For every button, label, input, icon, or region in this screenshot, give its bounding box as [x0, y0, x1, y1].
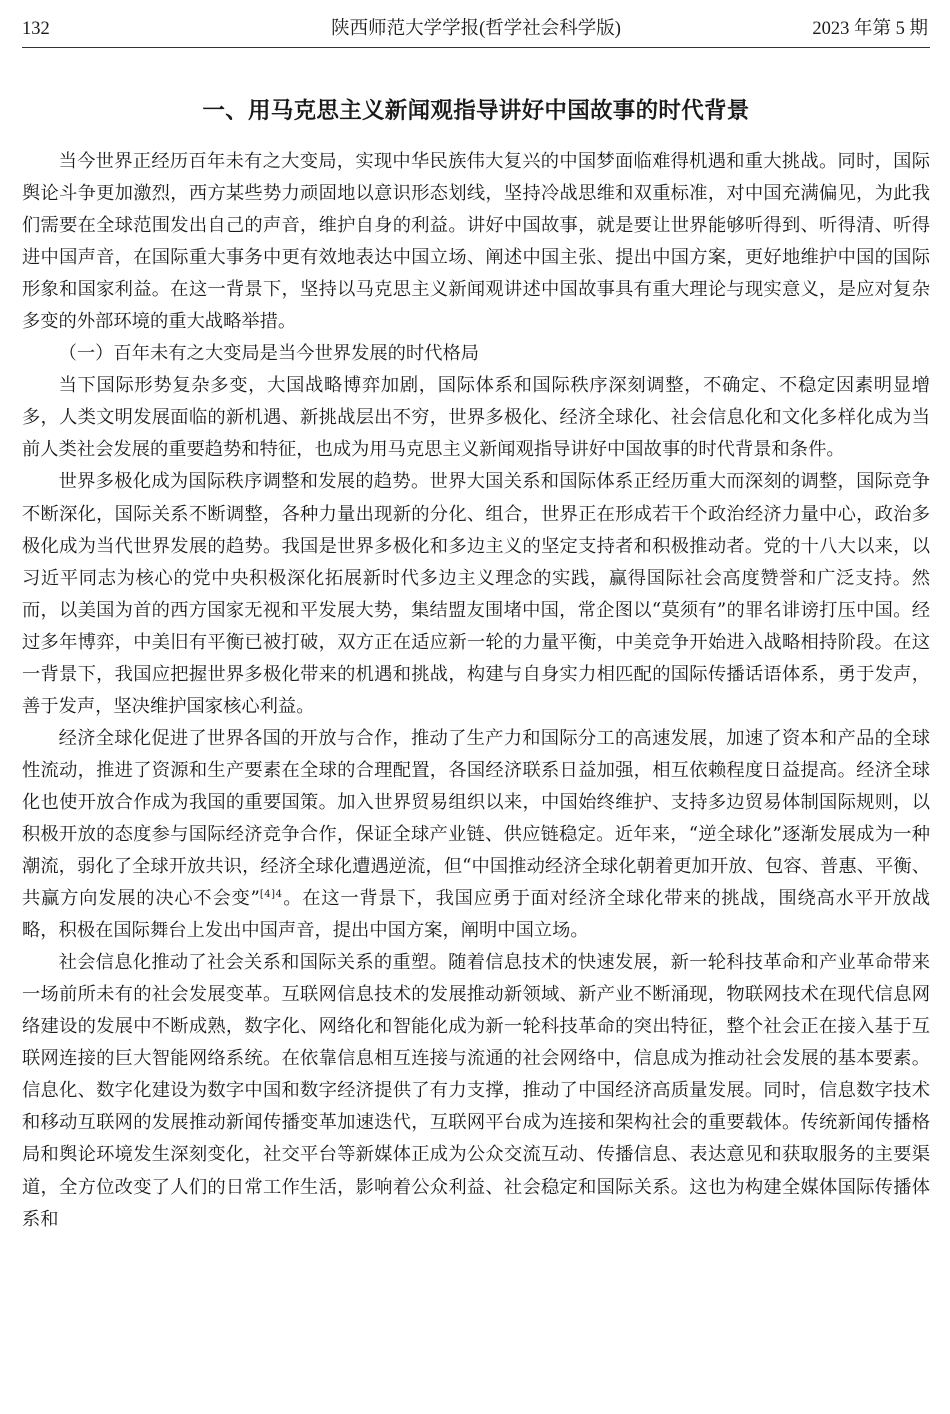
page-number: 132: [22, 19, 50, 39]
journal-title: 陕西师范大学学报(哲学社会科学版): [331, 19, 621, 39]
subsection-heading: （一）百年未有之大变局是当今世界发展的时代格局: [58, 343, 480, 365]
citation-marker: [4]4: [259, 889, 283, 901]
section-heading: 一、用马克思主义新闻观指导讲好中国故事的时代背景: [202, 98, 750, 124]
body-paragraph-1: 当下国际形势复杂多变，大国战略博弈加剧，国际体系和国际秩序深刻调整，不确定、不稳定因素明显增多，人类文明发展面临的新机遇、新挑战层出不穷，世界多极化、经济全球化、社会信息化和文化多样化成为当前人类社会发展的重要趋势和特征，也成为用马克思主义新闻观指导讲好中国故事的时代背景和条件。: [22, 375, 930, 461]
body-paragraph-4: 社会信息化推动了社会关系和国际关系的重塑。随着信息技术的快速发展，新一轮科技革命和产业革命带来一场前所未有的社会发展变革。互联网信息技术的发展推动新领域、新产业不断涌现，物联网技术在现代信息网络建设的发展中不断成熟，数字化、网络化和智能化成为新一轮科技革命的突出特征，整个社会正在接入基于互联网连接的巨大智能网络系统。在依靠信息相互连接与流通的社会网络中，信息成为推动社会发展的基本要素。信息化、数字化建设为数字中国和数字经济提供了有力支撑，推动了中国经济高质量发展。同时，信息数字技术和移动互联网的发展推动新闻传播变革加速迭代，互联网平台成为连接和架构社会的重要载体。传统新闻传播格局和舆论环境发生深刻变化，社交平台等新媒体正成为公众交流互动、传播信息、表达意见和获取服务的主要渠道，全方位改变了人们的日常工作生活，影响着公众利益、社会稳定和国际关系。这也为构建全媒体国际传播体系和: [22, 952, 930, 1230]
article-body: [22, 146, 930, 1236]
intro-paragraph: 当今世界正经历百年未有之大变局，实现中华民族伟大复兴的中国梦面临难得机遇和重大挑战。同时，国际舆论斗争更加激烈，西方某些势力顽固地以意识形态划线，坚持冷战思维和双重标准，对中国充满偏见，为此我们需要在全球范围发出自己的声音，维护自身的利益。讲好中国故事，就是要让世界能够听得到、听得清、听得进中国声音，在国际重大事务中更有效地表达中国立场、阐述中国主张、提出中国方案，更好地维护中国的国际形象和国家利益。在这一背景下，坚持以马克思主义新闻观讲述中国故事具有重大理论与现实意义，是应对复杂多变的外部环境的重大战略举措。: [22, 151, 930, 333]
paragraph-3-text-a: 经济全球化促进了世界各国的开放与合作，推动了生产力和国际分工的高速发展，加速了资本和产品的全球性流动，推进了资源和生产要素在全球的合理配置，各国经济联系日益加强，相互依赖程度日益提高。经济全球化也使开放合作成为我国的重要国策。加入世界贸易组织以来，中国始终维护、支持多边贸易体制国际规则，以积极开放的态度参与国际经济竞争合作，保证全球产业链、供应链稳定。近年来，“逆全球化”逐渐发展成为一种潮流，弱化了全球开放共识，经济全球化遭遇逆流，但“中国推动经济全球化朝着更加开放、包容、普惠、平衡、共赢方向发展的决心不会变”: [22, 727, 930, 910]
journal-page: [22, 0, 930, 1236]
body-paragraph-3: [22, 723, 930, 947]
running-header: [22, 0, 930, 48]
paragraph-3-text-b: 。在这一背景下，我国应勇于面对经济全球化带来的挑战，围绕高水平开放战略，积极在国际舞台上发出中国声音，提出中国方案，阐明中国立场。: [22, 888, 930, 942]
body-paragraph-2: 世界多极化成为国际秩序调整和发展的趋势。世界大国关系和国际体系正经历重大而深刻的调整，国际竞争不断深化，国际关系不断调整，各种力量出现新的分化、组合，世界正在形成若干个政治经济力量中心，政治多极化成为当代世界发展的趋势。我国是世界多极化和多边主义的坚定支持者和积极推动者。党的十八大以来，以习近平同志为核心的党中央积极深化拓展新时代多边主义理念的实践，赢得国际社会高度赞誉和广泛支持。然而，以美国为首的西方国家无视和平发展大势，集结盟友围堵中国，常企图以“莫须有”的罪名诽谤打压中国。经过多年博弈，中美旧有平衡已被打破，双方正在适应新一轮的力量平衡，中美竞争开始进入战略相持阶段。在这一背景下，我国应把握世界多极化带来的机遇和挑战，构建与自身实力相匹配的国际传播话语体系，勇于发声，善于发声，坚决维护国家核心利益。: [22, 471, 930, 717]
issue-info: 2023 年第 5 期: [812, 19, 928, 39]
